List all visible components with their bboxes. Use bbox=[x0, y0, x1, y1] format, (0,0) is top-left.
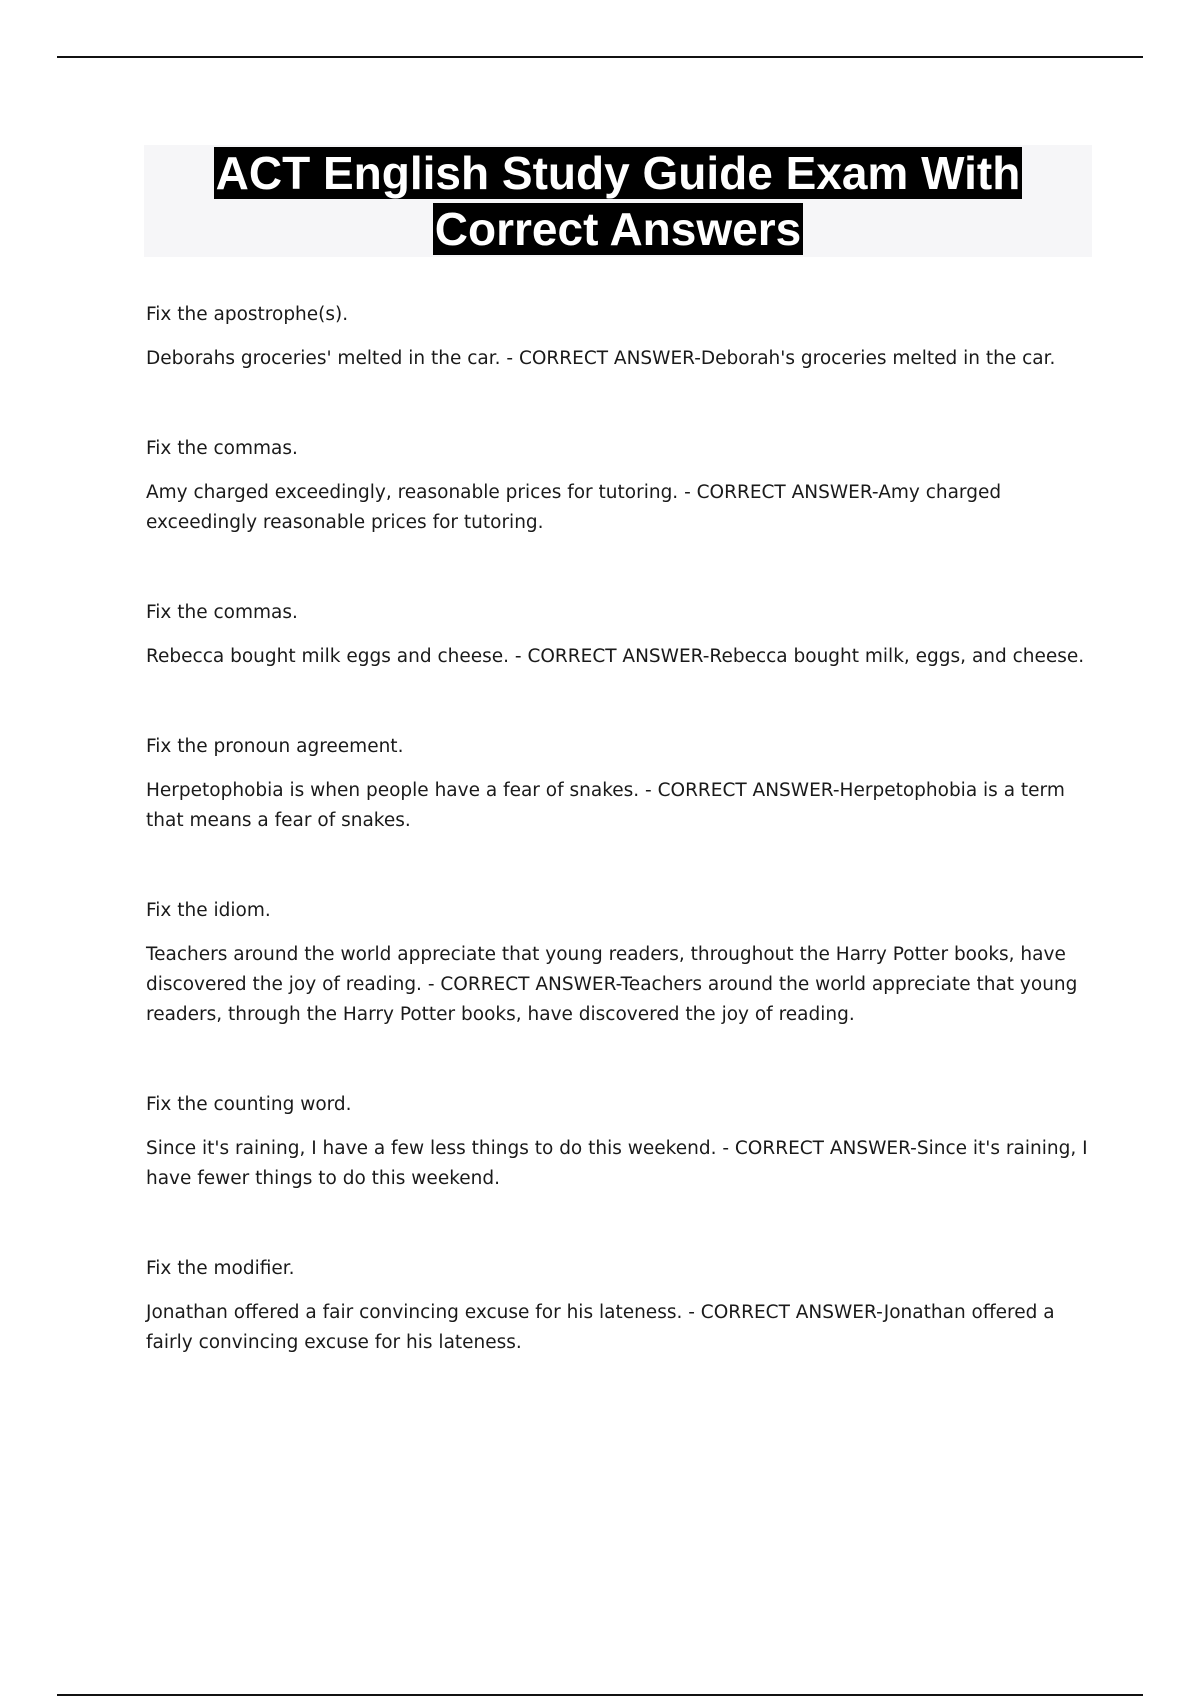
title-text-1: ACT English Study Guide Exam With bbox=[215, 147, 1021, 199]
question-answer: Deborahs groceries' melted in the car. - CORRECT ANSWER-Deborah's groceries melted in the car. bbox=[146, 348, 1056, 369]
title-line-1 bbox=[144, 145, 1092, 201]
question-prompt: Fix the counting word. bbox=[146, 1094, 352, 1115]
title-banner bbox=[144, 145, 1092, 257]
question-answer: Amy charged exceedingly, reasonable prices for tutoring. - CORRECT ANSWER-Amy charged exceedingly reasonable prices for tutoring. bbox=[146, 482, 1002, 533]
question-item bbox=[146, 434, 1096, 538]
question-item bbox=[146, 598, 1096, 672]
question-item bbox=[146, 732, 1096, 836]
question-prompt: Fix the pronoun agreement. bbox=[146, 736, 404, 757]
question-prompt: Fix the commas. bbox=[146, 602, 298, 623]
question-answer: Herpetophobia is when people have a fear of snakes. - CORRECT ANSWER-Herpetophobia is a term that means a fear of snakes. bbox=[146, 780, 1065, 831]
question-answer: Teachers around the world appreciate that young readers, throughout the Harry Potter books, have discovered the joy of reading. - CORRECT ANSWER-Teachers around the world appreciate that young readers, through the Harry Potter books, have discovered the joy of reading. bbox=[146, 944, 1078, 1025]
question-prompt: Fix the idiom. bbox=[146, 900, 271, 921]
question-answer: Since it's raining, I have a few less things to do this weekend. - CORRECT ANSWER-Since it's raining, I have fewer things to do this weekend. bbox=[146, 1138, 1088, 1189]
header-rule bbox=[57, 56, 1143, 58]
question-prompt: Fix the modifier. bbox=[146, 1258, 295, 1279]
question-list bbox=[146, 300, 1096, 1418]
question-item bbox=[146, 300, 1096, 374]
question-answer: Jonathan offered a fair convincing excuse for his lateness. - CORRECT ANSWER-Jonathan offered a fairly convincing excuse for his lateness. bbox=[146, 1302, 1055, 1353]
question-prompt: Fix the commas. bbox=[146, 438, 298, 459]
title-line-2 bbox=[144, 201, 1092, 257]
question-answer: Rebecca bought milk eggs and cheese. - CORRECT ANSWER-Rebecca bought milk, eggs, and cheese. bbox=[146, 646, 1085, 667]
question-prompt: Fix the apostrophe(s). bbox=[146, 304, 349, 325]
footer-rule bbox=[57, 1694, 1143, 1696]
question-item bbox=[146, 1254, 1096, 1358]
question-item bbox=[146, 896, 1096, 1030]
question-item bbox=[146, 1090, 1096, 1194]
title-text-2: Correct Answers bbox=[434, 203, 802, 255]
